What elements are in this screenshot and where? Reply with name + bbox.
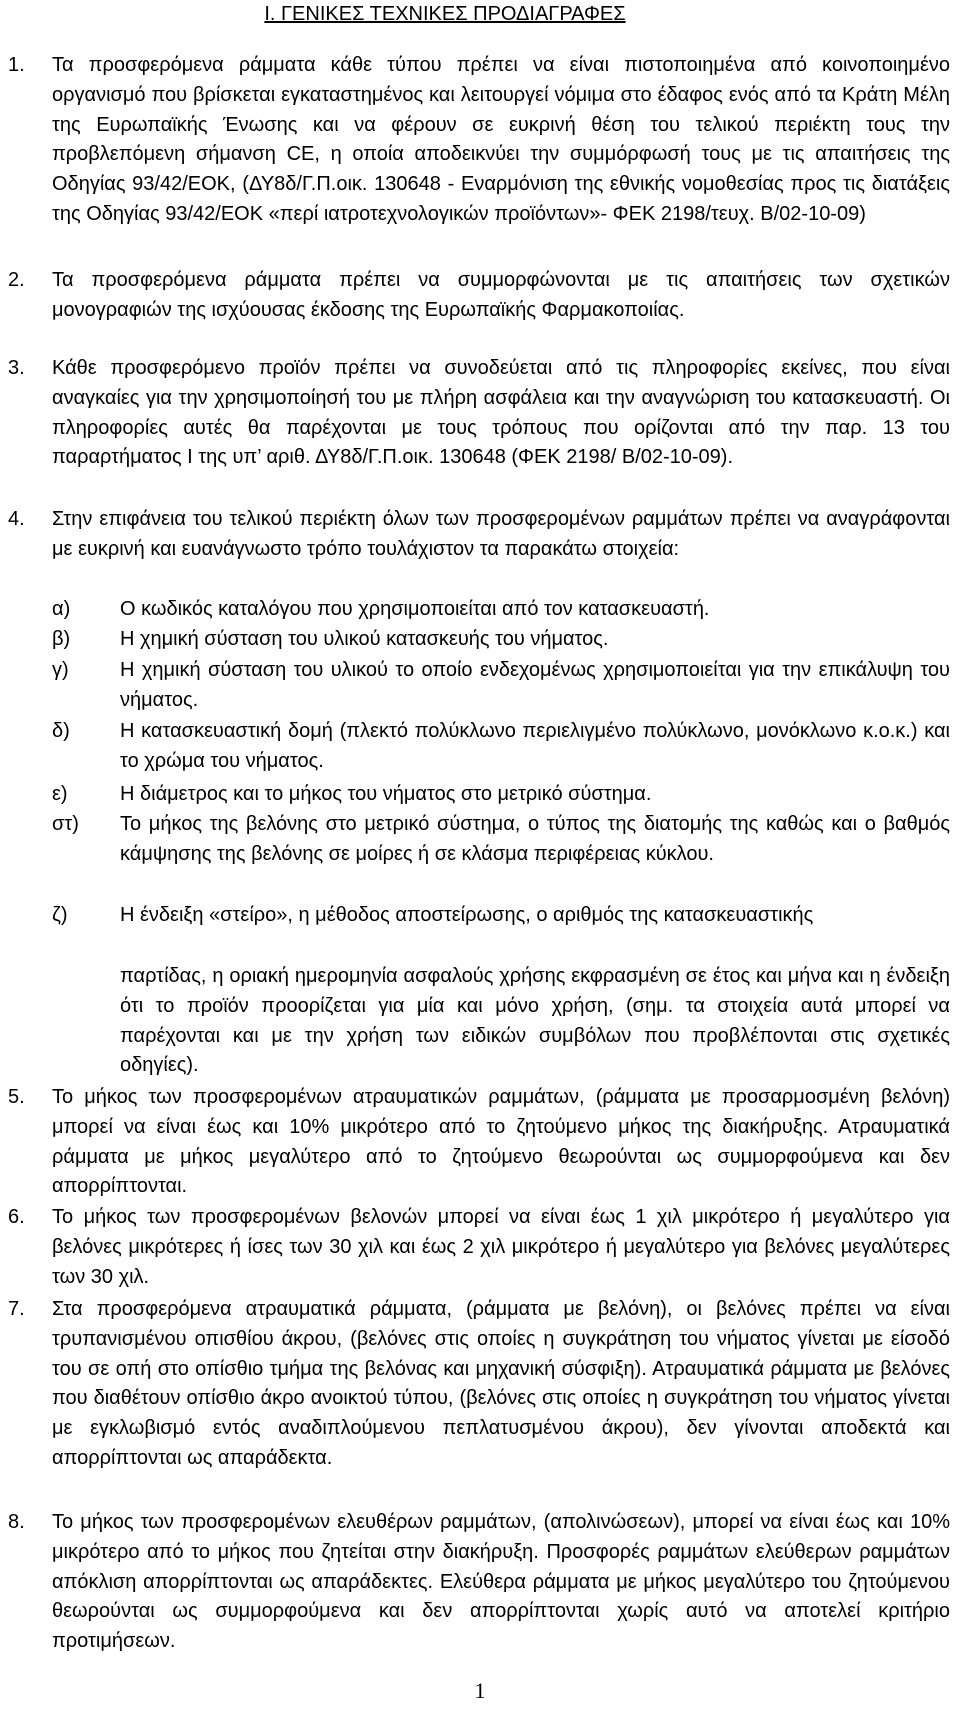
- sub-item-label: β): [52, 628, 71, 650]
- item-text: Τα προσφερόμενα ράμματα πρέπει να συμμορφώνονται με τις απαιτήσεις των σχετικών μονογραφιών της ισχύουσας έκδοσης της Ευρωπαϊκής Φαρμακοποιίας.: [52, 269, 950, 321]
- list-item-7: [8, 1295, 960, 1474]
- sub-item-label: στ): [52, 813, 79, 835]
- sub-item-label: γ): [52, 659, 69, 681]
- sub-item-text: παρτίδας, η οριακή ημερομηνία ασφαλούς χρήσης εκφρασμένη σε έτος και μήνα και η ένδειξη ότι το προϊόν προορίζεται για μία και μόνο χρήση, (σημ. τα στοιχεία αυτά μπορεί να παρέχονται και με την χρήση των ειδικών συμβόλων που προβλέπονται στις σχετικές οδηγίες).: [120, 965, 950, 1077]
- sub-item-text: Η χημική σύσταση του υλικού κατασκευής του νήματος.: [120, 628, 609, 650]
- sub-item-label: α): [52, 598, 71, 620]
- page-number: 1: [474, 1678, 486, 1703]
- sub-item-z-continued: [52, 962, 950, 1081]
- item-number: 4.: [8, 508, 25, 530]
- sub-item-text: Η ένδειξη «στείρο», η μέθοδος αποστείρωσης, ο αριθμός της κατασκευαστικής: [120, 904, 814, 926]
- list-item-3: [8, 354, 960, 473]
- sub-item-text: Η διάμετρος και το μήκος του νήματος στο μετρικό σύστημα.: [120, 783, 652, 805]
- item-text: Κάθε προσφερόμενο προϊόν πρέπει να συνοδεύεται από τις πληροφορίες εκείνες, που είναι αναγκαίες για την χρησιμοποίησή του με πλήρη ασφάλεια και την αναγνώριση του κατασκευαστή. Οι πληροφορίες αυτές θα παρέχονται με τους τρόπους που ορίζονται από την παρ. 13 του παραρτήματος Ι της υπ’ αριθ. ΔΥ8δ/Γ.Π.οικ. 130648 (ΦΕΚ 2198/ Β/02-10-09).: [52, 357, 950, 469]
- sub-item-a: [52, 595, 950, 625]
- item-number: 7.: [8, 1298, 25, 1320]
- sub-item-b: [52, 625, 950, 655]
- section-title: Ι. ΓΕΝΙΚΕΣ ΤΕΧΝΙΚΕΣ ΠΡΟΔΙΑΓΡΑΦΕΣ: [264, 3, 626, 25]
- item-number: 5.: [8, 1086, 25, 1108]
- item-text: Το μήκος των προσφερομένων ελευθέρων ραμμάτων, (απολινώσεων), μπορεί να είναι έως και 10% μικρότερο από το μήκος που ζητείται στην διακήρυξη. Προσφορές ραμμάτων ελεύθερων ραμμάτων απόκλιση απορρίπτονται ως απαράδεκτες. Ελεύθερα ράμματα με μήκος μεγαλύτερο του ζητούμενου θεωρούνται ως συμμορφούμενα και δεν απορρίπτονται χωρίς αυτό να αποτελεί κριτήριο προτιμήσεων.: [52, 1511, 950, 1653]
- sub-item-c: [52, 656, 950, 716]
- sub-item-st: [52, 810, 950, 870]
- sub-item-text: Η χημική σύσταση του υλικού το οποίο ενδεχομένως χρησιμοποιείται για την επικάλυψη του νήματος.: [120, 659, 950, 711]
- item-text: Στην επιφάνεια του τελικού περιέκτη όλων των προσφερομένων ραμμάτων πρέπει να αναγράφονται με ευκρινή και ευανάγνωστο τρόπο τουλάχιστον τα παρακάτω στοιχεία:: [52, 508, 950, 560]
- list-item-4: [8, 505, 960, 565]
- sub-item-text: Το μήκος της βελόνης στο μετρικό σύστημα, ο τύπος της διατομής της καθώς και ο βαθμός κάμψησης της βελόνης σε μοίρες ή σε κλάσμα περιφέρειας κύκλου.: [120, 813, 950, 865]
- list-item-8: [8, 1508, 960, 1657]
- sub-item-label: δ): [52, 720, 70, 742]
- sub-item-d: [52, 717, 950, 777]
- sub-item-text: Ο κωδικός καταλόγου που χρησιμοποιείται από τον κατασκευαστή.: [120, 598, 710, 620]
- item-text: Στα προσφερόμενα ατραυματικά ράμματα, (ράμματα με βελόνη), οι βελόνες πρέπει να είναι τρυπανισμένου οπισθίου άκρου, (βελόνες στις οποίες η συγκράτηση του νήματος γίνεται με είσοδό του σε οπή στο οπίσθιο τμήμα της βελόνας και μηχανική σύσφιξη). Ατραυματικά ράμματα με βελόνες που διαθέτουν οπίσθιο άκρο ανοικτού τύπου, (βελόνες στις οποίες η συγκράτηση του νήματος γίνεται με εγκλωβισμό εντός αναδιπλούμενου πεπλατυσμένου άκρου), δεν γίνονται αποδεκτά και απορρίπτονται ως απαράδεκτα.: [52, 1298, 950, 1469]
- list-item-2: [8, 266, 960, 326]
- list-item-6: [8, 1203, 960, 1292]
- sub-item-e: [52, 780, 950, 810]
- sub-item-text: Η κατασκευαστική δομή (πλεκτό πολύκλωνο περιελιγμένο πολύκλωνο, μονόκλωνο κ.ο.κ.) και το χρώμα του νήματος.: [120, 720, 950, 772]
- item-number: 6.: [8, 1206, 25, 1228]
- item-text: Τα προσφερόμενα ράμματα κάθε τύπου πρέπει να είναι πιστοποιημένα από κοινοποιημένο οργανισμό που βρίσκεται εγκαταστημένος και λειτουργεί νόμιμα στο έδαφος ενός από τα Κράτη Μέλη της Ευρωπαϊκής Ένωσης και να φέρουν σε ευκρινή θέση του τελικού περιέκτη τους την προβλεπόμενη σήμανση CE, η οποία αποδεικνύει την συμμόρφωσή τους με τις απαιτήσεις της Οδηγίας 93/42/ΕΟΚ, (ΔΥ8δ/Γ.Π.οικ. 130648 - Εναρμόνιση της εθνικής νομοθεσίας προς τις διατάξεις της Οδηγίας 93/42/ΕΟΚ «περί ιατροτεχνολογικών προϊόντων»- ΦΕΚ 2198/τευχ. Β/02-10-09): [52, 54, 950, 225]
- item-number: 1.: [8, 54, 25, 76]
- item-text: Το μήκος των προσφερομένων ατραυματικών ραμμάτων, (ράμματα με προσαρμοσμένη βελόνη) μπορεί να είναι έως και 10% μικρότερο από το ζητούμενο μήκος της διακήρυξης. Ατραυματικά ράμματα με μήκος μεγαλύτερο από το ζητούμενο θεωρούνται ως συμμορφούμενα και δεν απορρίπτονται.: [52, 1086, 950, 1198]
- sub-item-label: ζ): [52, 904, 68, 926]
- item-number: 2.: [8, 269, 25, 291]
- sub-item-label: ε): [52, 783, 68, 805]
- list-item-1: [8, 51, 960, 230]
- item-number: 8.: [8, 1511, 25, 1533]
- item-text: Το μήκος των προσφερομένων βελονών μπορεί να είναι έως 1 χιλ μικρότερο ή μεγαλύτερο για βελόνες μικρότερες ή ίσες των 30 χιλ και έως 2 χιλ μικρότερο ή μεγαλύτερο για βελόνες μεγαλύτερες των 30 χιλ.: [52, 1206, 950, 1288]
- item-number: 3.: [8, 357, 25, 379]
- sub-item-z: [52, 901, 950, 931]
- list-item-5: [8, 1083, 960, 1202]
